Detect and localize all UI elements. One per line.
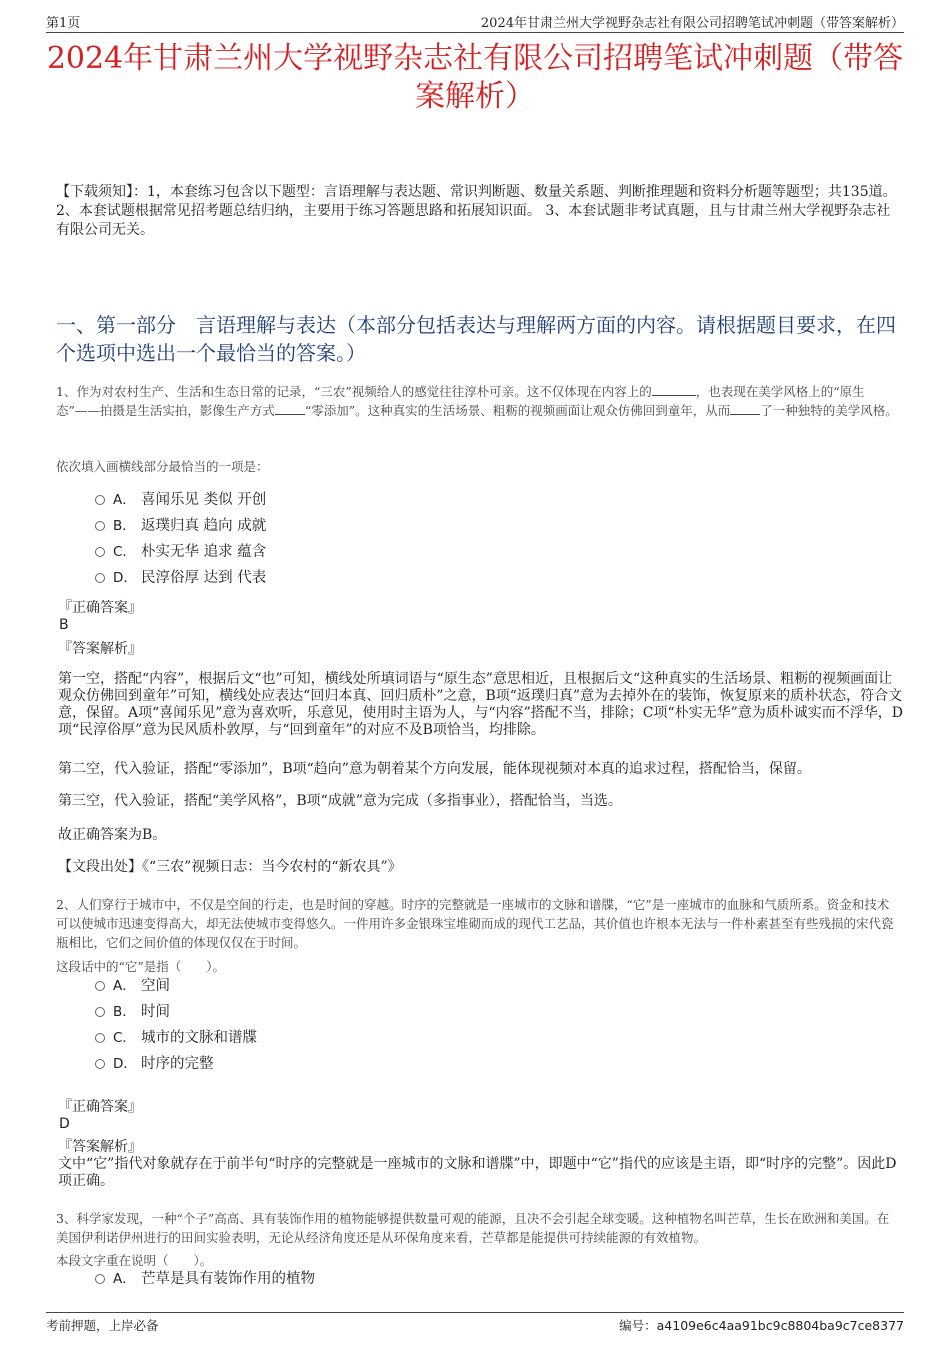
document-title: 2024年甘肃兰州大学视野杂志社有限公司招聘笔试冲刺题（带答案解析） — [46, 41, 904, 114]
section-heading: 一、第一部分 言语理解与表达（本部分包括表达与理解两方面的内容。请根据题目要求，在四个选项中选出一个最恰当的答案。） — [56, 313, 896, 365]
analysis-paragraph: 第三空，代入验证，搭配“美学风格”，B项“成就”意为完成（多指事业），搭配恰当，当选。 — [58, 793, 622, 809]
question-2-prompt: 这段话中的“它”是指（ ）。 — [56, 959, 226, 974]
fill-blank-2 — [275, 401, 305, 415]
option-d[interactable]: D． 民淳俗厚 达到 代表 — [95, 565, 266, 591]
radio-icon[interactable] — [95, 981, 105, 991]
option-a[interactable]: A． 喜闻乐见 类似 开创 — [95, 487, 266, 513]
analysis-paragraph: 故正确答案为B。 — [58, 827, 167, 843]
page-footer — [46, 1312, 904, 1337]
option-d[interactable]: D． 时序的完整 — [95, 1051, 257, 1077]
source-citation: 【文段出处】《“三农”视频日志：当今农村的“新农具”》 — [58, 859, 402, 875]
fill-blank-1 — [652, 382, 696, 396]
analysis-label: 『答案解析』 — [58, 1139, 142, 1155]
radio-icon[interactable] — [95, 573, 105, 583]
option-c[interactable]: C． 朴实无华 追求 蕴含 — [95, 539, 266, 565]
footer-slogan: 考前押题，上岸必备 — [46, 1318, 159, 1333]
download-notice: 【下载须知】：1，本套练习包含以下题型：言语理解与表达题、常识判断题、数量关系题、判断推理题和资料分析题等题型；共135道。 2、本套试题根据常见招考题总结归纳，主要用于练习答题思路和拓展知识面。 3、本套试题非考试真题，且与甘肃兰州大学视野杂志社有限公司无关。 — [56, 184, 897, 238]
radio-icon[interactable] — [95, 547, 105, 557]
correct-answer: D — [59, 1116, 70, 1132]
radio-icon[interactable] — [95, 1274, 105, 1284]
option-a[interactable]: A． 空间 — [95, 973, 257, 999]
analysis-paragraph: 第二空，代入验证，搭配“零添加”，B项“趋向”意为朝着某个方向发展，能体现视频对本真的追求过程，搭配恰当，保留。 — [58, 761, 811, 777]
radio-icon[interactable] — [95, 521, 105, 531]
option-b[interactable]: B． 时间 — [95, 999, 257, 1025]
analysis-paragraph: 第一空，搭配“内容”，根据后文“也”可知，横线处所填词语与“原生态”意思相近，且根据后文“这种真实的生活场景、粗粝的视频画面让观众仿佛回到童年”可知，横线处应表达“回归本真、回归质朴”之意，B项“返璞归真”意为去掉外在的装饰，恢复原来的质朴状态，符合文意，保留。A项“喜闻乐见”意为喜欢听，乐意见，使用时主语为人，与“内容”搭配不当，排除；C项“朴实无华”意为质朴诚实而不浮华，D项“民淳俗厚”意为民风质朴敦厚，与“回到童年”的对应不及B项恰当，均排除。 — [58, 671, 903, 738]
correct-answer: B — [59, 617, 69, 633]
option-b[interactable]: B． 返璞归真 趋向 成就 — [95, 513, 266, 539]
correct-answer-label: 『正确答案』 — [58, 600, 142, 616]
option-c[interactable]: C． 城市的文脉和谱牒 — [95, 1025, 257, 1051]
page-number: 第1页 — [46, 16, 81, 31]
option-a[interactable]: A． 芒草是具有装饰作用的植物 — [95, 1266, 315, 1292]
fill-blank-3 — [730, 401, 760, 415]
question-2-options — [95, 973, 257, 1077]
question-1-options — [95, 487, 266, 591]
question-1-text: 1、作为对农村生产、生活和生态日常的记录，“三农”视频给人的感觉往往淳朴可亲。这不仅体现在内容上的 ，也表现在美学风格上的“原生态”——拍摄是生活实拍，影像生产方式 “零添加”。这种真实的生活场景、粗粝的视频画面让观众仿佛回到童年，从而 了一种独特的美学风格。 — [56, 384, 898, 418]
running-title: 2024年甘肃兰州大学视野杂志社有限公司招聘笔试冲刺题（带答案解析） — [480, 16, 904, 31]
radio-icon[interactable] — [95, 1007, 105, 1017]
radio-icon[interactable] — [95, 495, 105, 505]
question-3-text: 3、科学家发现，一种“个子”高高、具有装饰作用的植物能够提供数量可观的能源，且决不会引起全球变暖。这种植物名叫芒草，生长在欧洲和美国。在美国伊利诺伊州进行的田间实验表明，无论从经济角度还是从环保角度来看，芒草都是能提供可持续能源的有效植物。 — [56, 1211, 890, 1245]
radio-icon[interactable] — [95, 1033, 105, 1043]
correct-answer-label: 『正确答案』 — [58, 1099, 142, 1115]
analysis-paragraph: 文中“它”指代对象就存在于前半句“时序的完整就是一座城市的文脉和谱牒”中，即题中“它”指代的应该是主语，即“时序的完整”。因此D项正确。 — [58, 1156, 897, 1189]
analysis-label: 『答案解析』 — [58, 641, 142, 657]
radio-icon[interactable] — [95, 1059, 105, 1069]
document-code: 编号：a4109e6c4aa91bc9c8804ba9c7ce8377 — [619, 1318, 904, 1333]
question-3-options — [95, 1266, 315, 1292]
question-2-text: 2、人们穿行于城市中，不仅是空间的行走，也是时间的穿越。时序的完整就是一座城市的文脉和谱牒，“它”是一座城市的血脉和气质所系。资金和技术可以使城市迅速变得高大，却无法使城市变得悠久。一件用许多金银珠宝堆砌而成的现代工艺品，其价值也许根本无法与一件朴素甚至有些残损的宋代瓷瓶相比，它们之间价值的体现仅仅在于时间。 — [56, 897, 894, 950]
question-1-prompt: 依次填入画横线部分最恰当的一项是： — [56, 459, 269, 474]
question-3-prompt: 本段文字重在说明（ ）。 — [56, 1253, 213, 1268]
page-header — [46, 10, 904, 33]
